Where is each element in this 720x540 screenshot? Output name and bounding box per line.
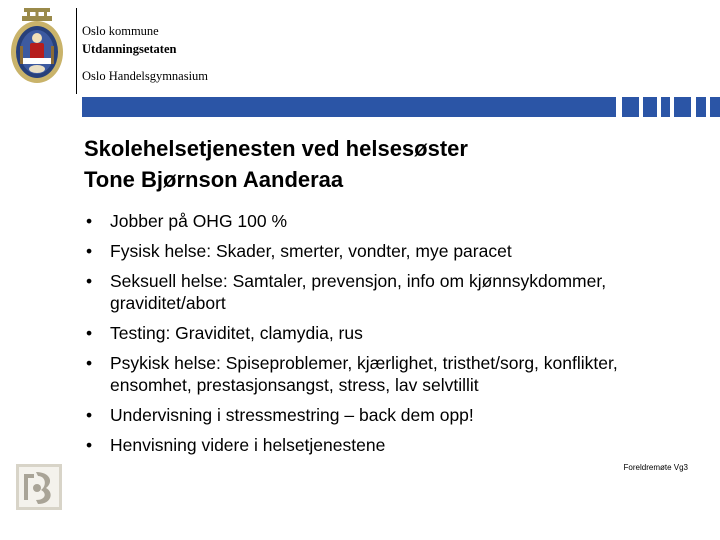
bullet-dot: • [86, 323, 93, 343]
oslo-crest-icon [8, 6, 66, 86]
accent-bar-segment [674, 97, 691, 117]
org-name: Oslo kommune [82, 24, 159, 38]
title-line-1: Skolehelsetjenesten ved helsesøster [84, 136, 468, 161]
bullet-text: Seksuell helse: Samtaler, prevensjon, info om kjønnsykdommer, graviditet/abort [110, 271, 607, 313]
bullet-item [86, 322, 696, 344]
accent-bar-segment [622, 97, 639, 117]
bullet-item [86, 270, 696, 314]
bullet-item [86, 240, 696, 262]
bullet-dot: • [86, 405, 93, 425]
bullet-item [86, 210, 696, 232]
accent-bar-main [82, 97, 616, 117]
bullet-item [86, 352, 696, 396]
accent-bar-segment [661, 97, 670, 117]
title-line-2: Tone Bjørnson Aanderaa [84, 167, 344, 192]
bullet-dot: • [86, 271, 93, 291]
bullet-item [86, 434, 696, 456]
slide-title [84, 133, 468, 195]
bullet-text: Testing: Graviditet, clamydia, rus [110, 323, 363, 343]
accent-bar-segment [643, 97, 657, 117]
bullet-dot: • [86, 353, 93, 373]
bullet-text: Undervisning i stressmestring – back dem opp! [110, 405, 474, 425]
bullet-text: Jobber på OHG 100 % [110, 211, 288, 231]
department-name: Utdanningsetaten [82, 42, 177, 56]
bullet-text: Fysisk helse: Skader, smerter, vondter, mye paracet [110, 241, 512, 261]
bullet-text: Psykisk helse: Spiseproblemer, kjærlighet, tristhet/sorg, konflikter, ensomhet, prestasjonsangst, stress, lav selvtillit [110, 353, 618, 395]
accent-bar-segment [710, 97, 720, 117]
footer-caption: Foreldremøte Vg3 [623, 463, 688, 472]
oslo-emblem-icon [16, 464, 62, 510]
school-name: Oslo Handelsgymnasium [82, 69, 209, 83]
bullet-text: Henvisning videre i helsetjenestene [110, 435, 386, 455]
bullet-item [86, 404, 696, 426]
bullet-dot: • [86, 241, 93, 261]
bullet-dot: • [86, 435, 93, 455]
accent-bars [82, 97, 720, 117]
header-divider [76, 8, 77, 94]
bullet-list [86, 210, 696, 464]
org-block [82, 22, 176, 58]
accent-bar-segment [696, 97, 706, 117]
bullet-dot: • [86, 211, 93, 231]
